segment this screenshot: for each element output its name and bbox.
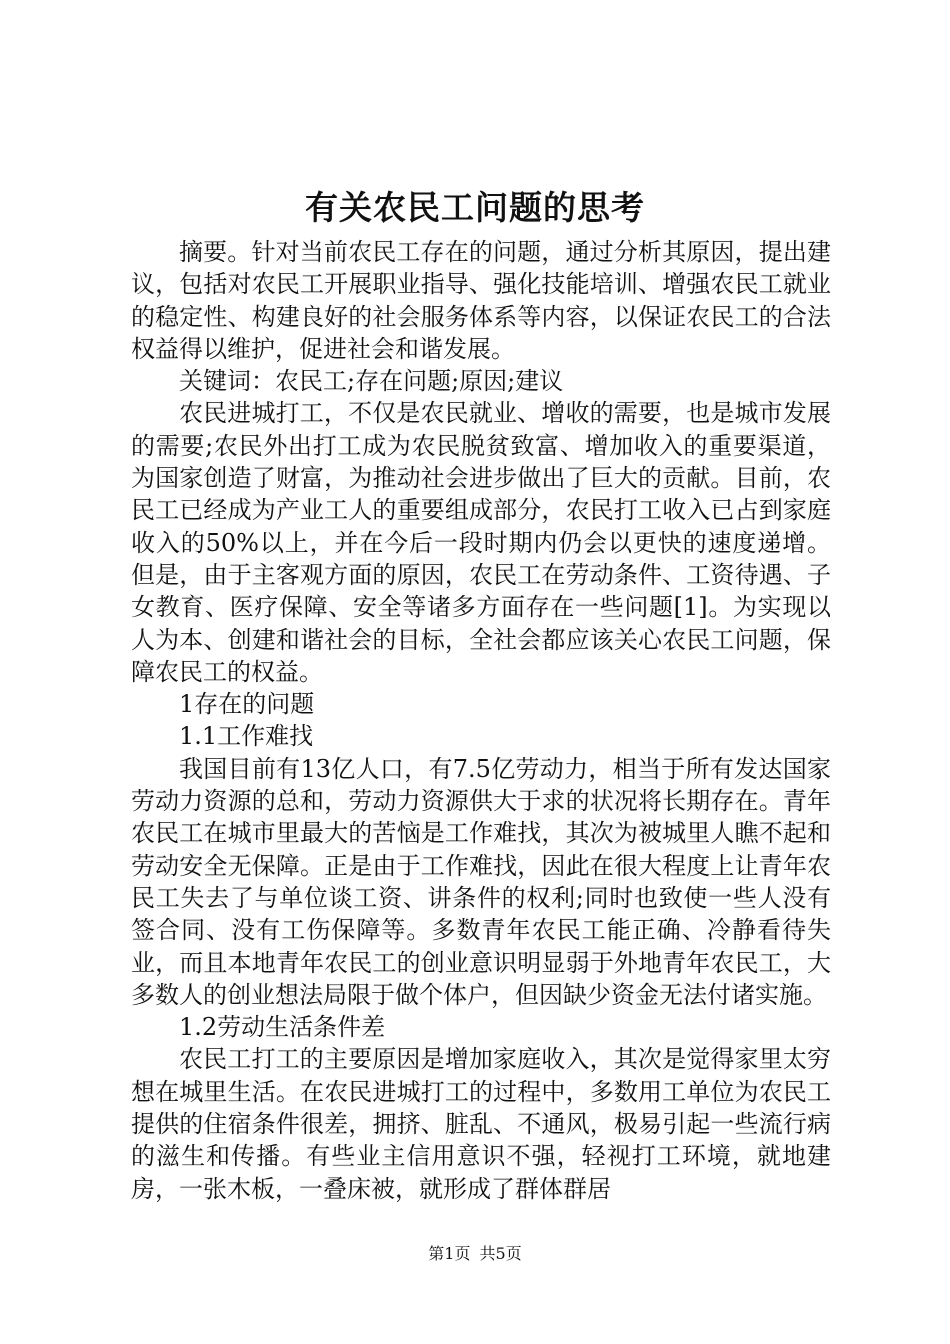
subsection-heading: 1.1工作难找 <box>179 722 314 751</box>
keywords-paragraph: 关键词：农民工;存在问题;原因;建议 <box>179 367 564 396</box>
body-paragraph: 农民工打工的主要原因是增加家庭收入，其次是觉得家里太穷想在城里生活。在农民进城打工的过程中，多数用工单位为农民工提供的住宿条件很差，拥挤、脏乱、不通风，极易引起一些流行病的滋生和传播。有些业主信用意识不强，轻视打工环境，就地建房，一张木板，一叠床被，就形成了群体群居 <box>131 1045 831 1203</box>
page-footer <box>0 1242 950 1266</box>
page-number: 第1页 <box>428 1244 471 1263</box>
subsection-heading: 1.2劳动生活条件差 <box>179 1013 386 1042</box>
body-paragraph: 我国目前有13亿人口，有7.5亿劳动力，相当于所有发达国家劳动力资源的总和，劳动力资源供大于求的状况将长期存在。青年农民工在城市里最大的苦恼是工作难找，其次为被城里人瞧不起和劳动安全无保障。正是由于工作难找，因此在很大程度上让青年农民工失去了与单位谈工资、讲条件的权利;同时也致使一些人没有签合同、没有工伤保障等。多数青年农民工能正确、冷静看待失业，而且本地青年农民工的创业意识明显弱于外地青年农民工，大多数人的创业想法局限于做个体户，但因缺少资金无法付诸实施。 <box>131 754 831 1009</box>
document-body <box>131 236 831 1205</box>
document-title: 有关农民工问题的思考 <box>305 188 645 227</box>
section-heading: 1存在的问题 <box>179 690 315 719</box>
abstract-paragraph: 摘要。针对当前农民工存在的问题，通过分析其原因，提出建议，包括对农民工开展职业指导、强化技能培训、增强农民工就业的稳定性、构建良好的社会服务体系等内容，以保证农民工的合法权益得以维护，促进社会和谐发展。 <box>131 238 831 363</box>
intro-paragraph: 农民进城打工，不仅是农民就业、增收的需要，也是城市发展的需要;农民外出打工成为农民脱贫致富、增加收入的重要渠道，为国家创造了财富，为推动社会进步做出了巨大的贡献。目前，农民工已经成为产业工人的重要组成部分，农民打工收入已占到家庭收入的50%以上，并在今后一段时期内仍会以更快的速度递增。但是，由于主客观方面的原因，农民工在劳动条件、工资待遇、子女教育、医疗保障、安全等诸多方面存在一些问题[1]。为实现以人为本、创建和谐社会的目标，全社会都应该关心农民工问题，保障农民工的权益。 <box>131 399 831 686</box>
page-total: 共5页 <box>479 1244 522 1263</box>
